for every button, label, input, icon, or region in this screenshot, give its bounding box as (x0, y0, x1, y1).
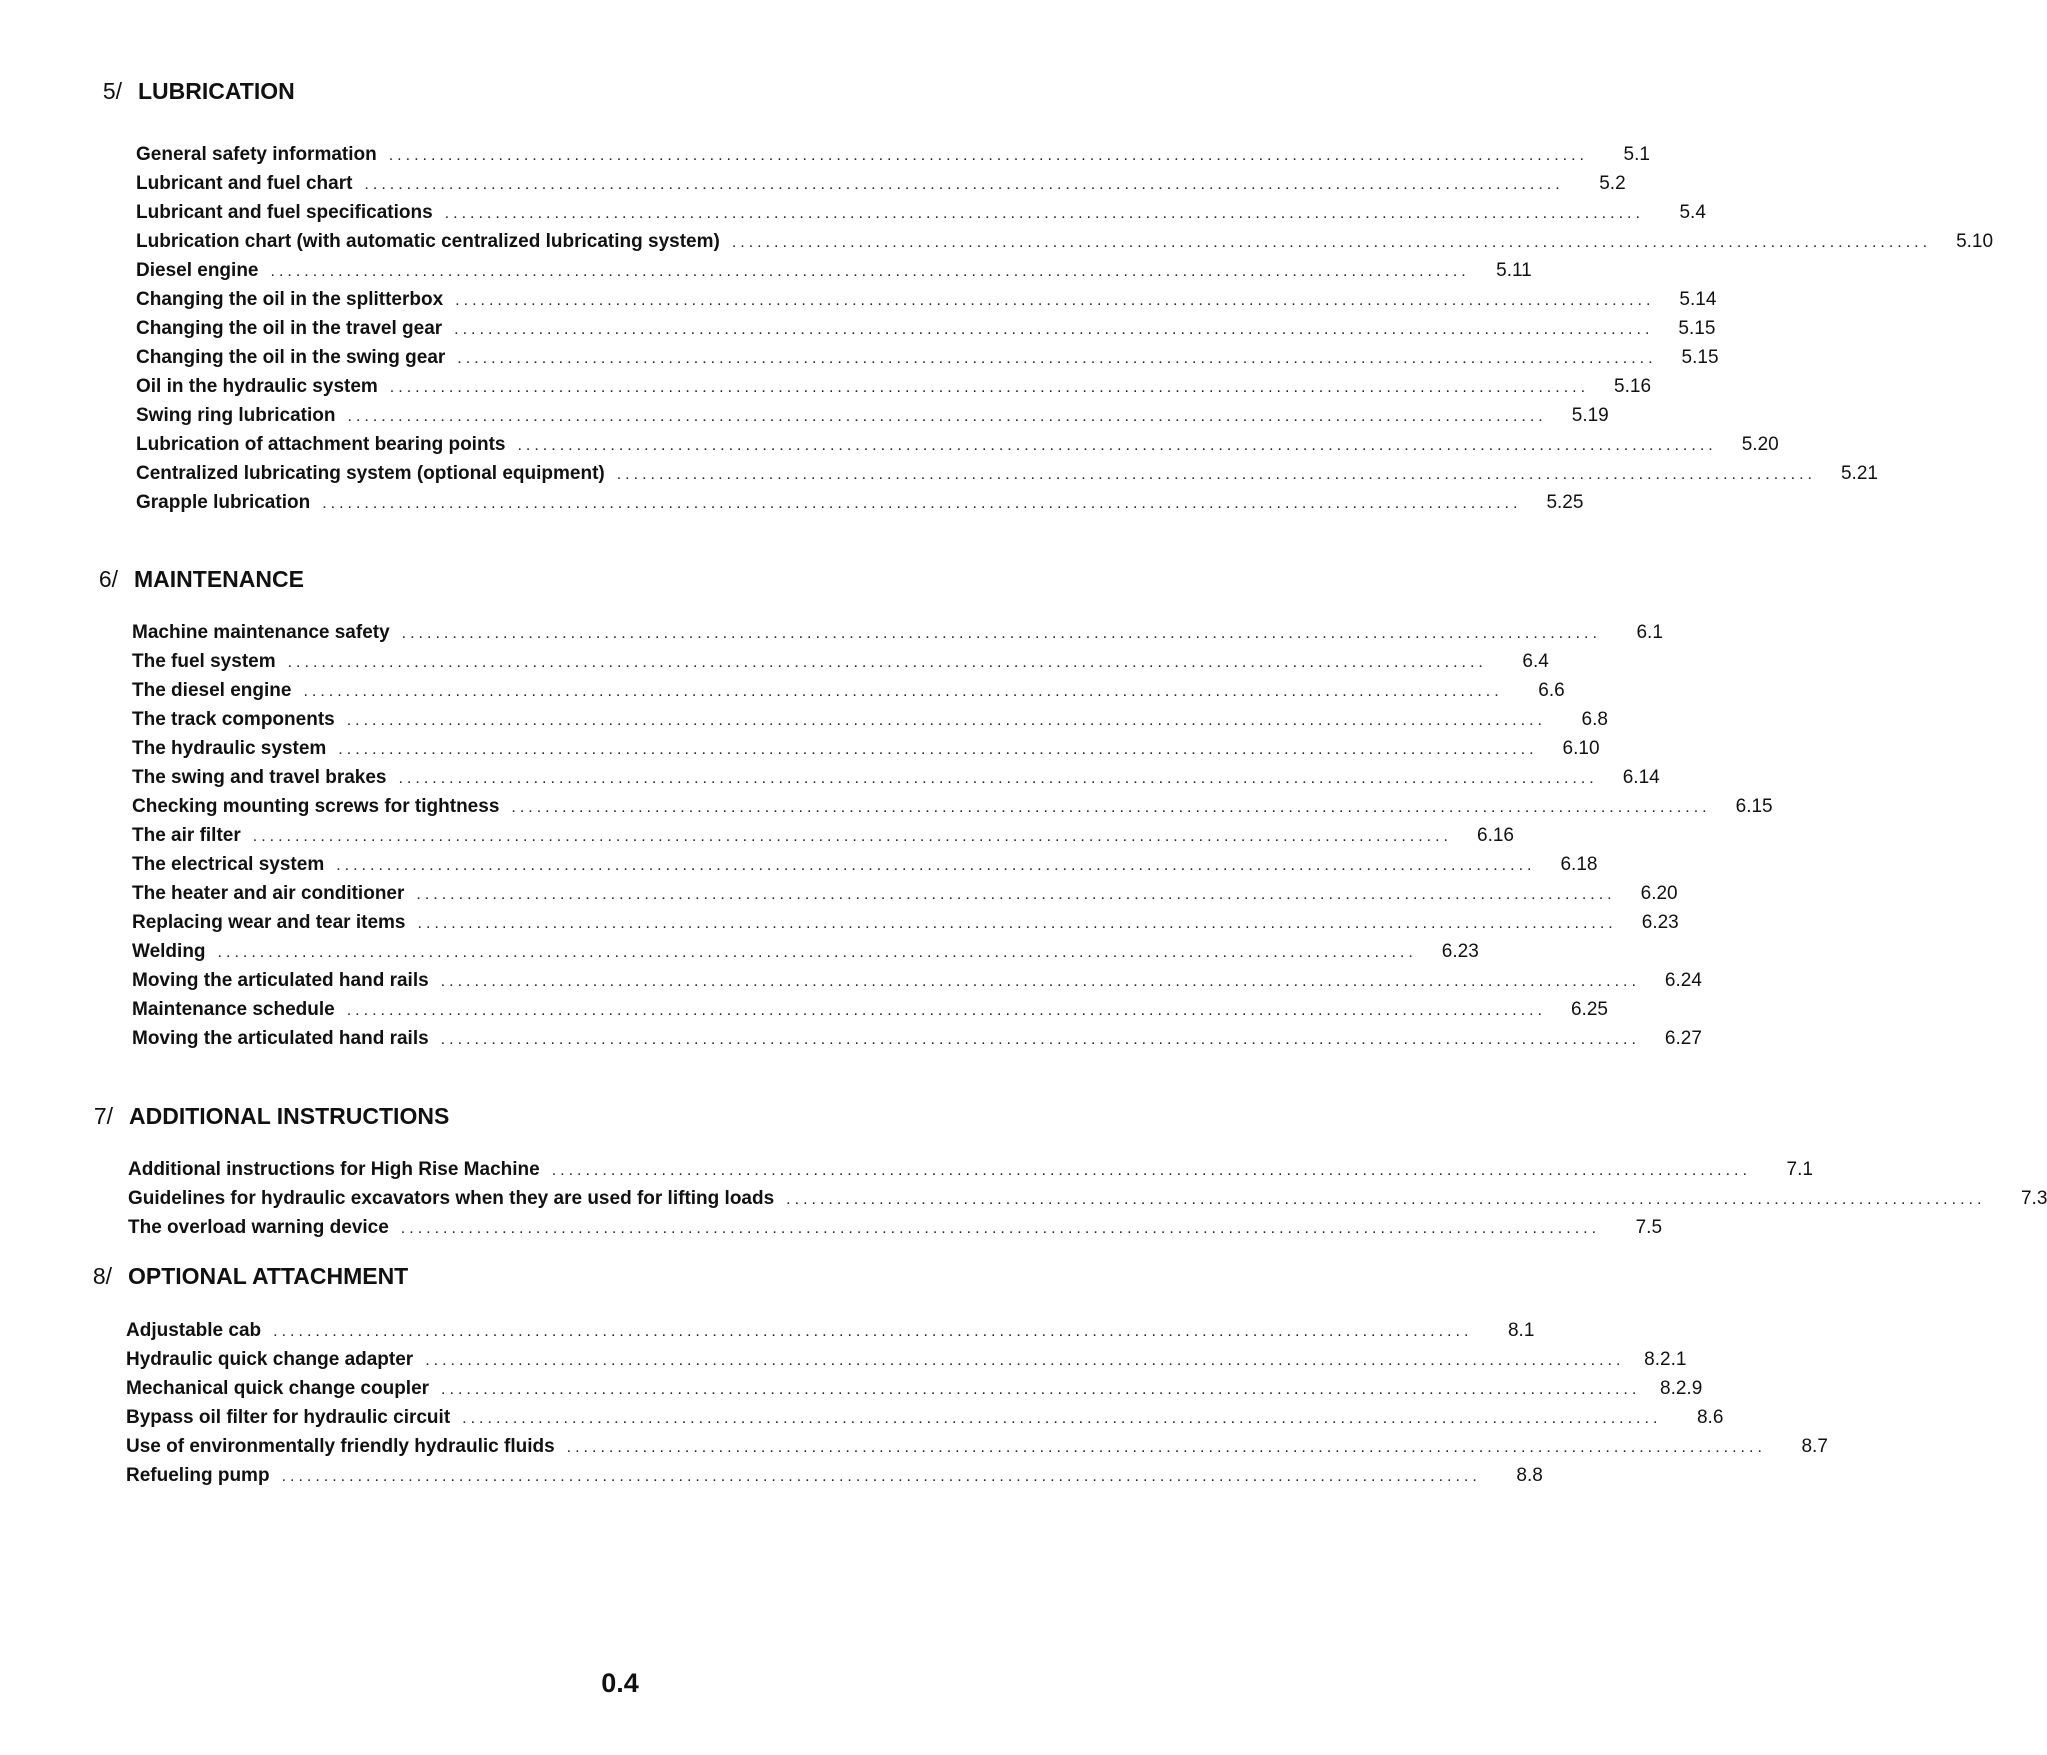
dot-leader: .............................................................................................................................................. (364, 176, 1564, 193)
toc-entry-page: 6.10 (1562, 738, 1600, 759)
toc-entry-page: 6.24 (1664, 970, 1702, 991)
toc-entry-page: 8.8 (1516, 1465, 1543, 1486)
toc-entry-title: The fuel system (132, 651, 276, 672)
toc-entry[interactable] (132, 680, 1565, 702)
toc-entry-title: Swing ring lubrication (136, 405, 336, 426)
toc-entry[interactable] (126, 1465, 1543, 1487)
toc-entry-page: 7.1 (1786, 1159, 1813, 1180)
toc-entry[interactable] (126, 1436, 1828, 1458)
dot-leader: .............................................................................................................................................. (566, 1439, 1766, 1456)
toc-entry-title: Changing the oil in the swing gear (136, 347, 446, 368)
dot-leader: .............................................................................................................................................. (388, 147, 1588, 164)
toc-entry-page: 8.6 (1696, 1407, 1724, 1428)
toc-entry-page: 6.27 (1664, 1028, 1702, 1049)
toc-entry-page: 5.4 (1679, 202, 1706, 223)
section-heading (93, 1103, 450, 1130)
dot-leader: .............................................................................................................................................. (517, 437, 1717, 454)
dot-leader: .............................................................................................................................................. (441, 1381, 1641, 1398)
toc-entry-page: 5.19 (1571, 405, 1609, 426)
dot-leader: .............................................................................................................................................. (338, 741, 1538, 758)
toc-entry-title: Grapple lubrication (136, 492, 311, 513)
toc-entry[interactable] (136, 405, 1609, 427)
dot-leader: .............................................................................................................................................. (416, 886, 1616, 903)
toc-entry-title: Mechanical quick change coupler (126, 1378, 430, 1399)
toc-entry-title: Moving the articulated hand rails (132, 970, 429, 991)
section-heading (98, 566, 304, 593)
toc-entry[interactable] (136, 289, 1717, 311)
dot-leader: .............................................................................................................................................. (551, 1162, 1751, 1179)
toc-entry[interactable] (126, 1378, 1703, 1400)
toc-entry-title: The heater and air conditioner (132, 883, 405, 904)
toc-entry[interactable] (126, 1320, 1535, 1342)
toc-entry-title: Changing the oil in the splitterbox (136, 289, 444, 310)
toc-entry[interactable] (126, 1349, 1687, 1371)
toc-entry-title: Guidelines for hydraulic excavators when they are used for lifting loads (128, 1188, 775, 1209)
dot-leader: .............................................................................................................................................. (217, 944, 1417, 961)
toc-entry-title: Refueling pump (126, 1465, 270, 1486)
dot-leader: .............................................................................................................................................. (336, 857, 1536, 874)
toc-entry[interactable] (136, 376, 1652, 398)
toc-entry[interactable] (136, 144, 1650, 166)
toc-entry-page: 5.20 (1741, 434, 1779, 455)
dot-leader: .............................................................................................................................................. (455, 292, 1655, 309)
toc-entry[interactable] (136, 173, 1626, 195)
section-title: LUBRICATION (138, 78, 295, 104)
toc-entry[interactable] (136, 202, 1706, 224)
dot-leader: .............................................................................................................................................. (273, 1323, 1473, 1340)
toc-entry-page: 5.2 (1599, 173, 1626, 194)
toc-entry[interactable] (132, 999, 1608, 1021)
toc-entry-title: Replacing wear and tear items (132, 912, 406, 933)
dot-leader: .............................................................................................................................................. (281, 1468, 1481, 1485)
toc-entry[interactable] (132, 651, 1549, 673)
toc-entry-page: 6.8 (1581, 709, 1608, 730)
toc-entry[interactable] (132, 1028, 1702, 1050)
section-title: OPTIONAL ATTACHMENT (128, 1263, 409, 1289)
toc-entry-title: Adjustable cab (126, 1320, 262, 1341)
toc-entry-title: Oil in the hydraulic system (136, 376, 378, 397)
toc-entry-title: Moving the articulated hand rails (132, 1028, 429, 1049)
toc-entry-title: The air filter (132, 825, 241, 846)
dot-leader: .............................................................................................................................................. (398, 770, 1598, 787)
dot-leader: .............................................................................................................................................. (303, 683, 1503, 700)
dot-leader: .............................................................................................................................................. (389, 379, 1590, 396)
toc-entry-title: The hydraulic system (132, 738, 327, 759)
toc-entry-title: Centralized lubricating system (optional equipment) (136, 463, 605, 484)
dot-leader: .............................................................................................................................................. (401, 625, 1601, 642)
section-heading (92, 1263, 409, 1290)
toc-entry-title: General safety information (136, 144, 377, 165)
dot-leader: .............................................................................................................................................. (346, 712, 1546, 729)
toc-entry[interactable] (132, 854, 1598, 876)
toc-entry[interactable] (132, 970, 1702, 992)
toc-entry-page: 5.11 (1496, 260, 1532, 281)
toc-entry-page: 6.23 (1441, 941, 1479, 962)
toc-entry-page: 8.2.9 (1660, 1378, 1703, 1399)
toc-entry-page: 7.5 (1635, 1217, 1663, 1238)
toc-entry-title: The diesel engine (132, 680, 292, 701)
toc-entry-page: 6.1 (1636, 622, 1663, 643)
toc-entry[interactable] (132, 825, 1514, 847)
toc-entry-page: 6.25 (1570, 999, 1608, 1020)
toc-entry-title: The swing and travel brakes (132, 767, 387, 788)
toc-entry[interactable] (136, 231, 1994, 253)
toc-entry-page: 5.21 (1840, 463, 1878, 484)
toc-entry-page: 8.1 (1507, 1320, 1535, 1341)
section-title: ADDITIONAL INSTRUCTIONS (129, 1103, 450, 1129)
toc-entry-page: 8.2.1 (1644, 1349, 1687, 1370)
dot-leader: .............................................................................................................................................. (444, 205, 1644, 222)
toc-entry-page: 5.15 (1681, 347, 1719, 368)
section-number: 5/ (102, 78, 122, 104)
toc-entry-page: 5.15 (1678, 318, 1716, 339)
dot-leader: .............................................................................................................................................. (440, 973, 1640, 990)
toc-entry-page: 7.3 (2020, 1188, 2047, 1209)
toc-entry-title: Hydraulic quick change adapter (126, 1349, 414, 1370)
toc-entry-page: 6.18 (1560, 854, 1598, 875)
toc-entry-title: Lubricant and fuel chart (136, 173, 353, 194)
toc-entry[interactable] (136, 434, 1779, 456)
dot-leader: .............................................................................................................................................. (511, 799, 1711, 816)
toc-entry-page: 5.1 (1623, 144, 1650, 165)
toc-entry[interactable] (126, 1407, 1724, 1429)
toc-entry-title: Use of environmentally friendly hydraulic fluids (126, 1436, 555, 1457)
toc-entry-title: Bypass oil filter for hydraulic circuit (126, 1407, 451, 1428)
page-number: 0.4 (601, 1668, 639, 1698)
toc-entry-page: 6.6 (1538, 680, 1565, 701)
section-number: 8/ (92, 1263, 112, 1289)
toc-entry[interactable] (136, 318, 1716, 340)
dot-leader: .............................................................................................................................................. (731, 234, 1932, 251)
toc-entry-page: 6.20 (1640, 883, 1678, 904)
toc-entry[interactable] (136, 347, 1719, 369)
dot-leader: .............................................................................................................................................. (252, 828, 1452, 845)
toc-entry[interactable] (136, 492, 1584, 514)
dot-leader: .............................................................................................................................................. (346, 1002, 1546, 1019)
dot-leader: .............................................................................................................................................. (322, 495, 1522, 512)
section-heading (102, 78, 295, 105)
toc-entry[interactable] (128, 1159, 1813, 1181)
toc-entry[interactable] (128, 1188, 2047, 1210)
toc-entry-page: 6.4 (1522, 651, 1549, 672)
toc-entry[interactable] (128, 1217, 1663, 1239)
toc-entry[interactable] (136, 260, 1532, 282)
toc-entry-page: 8.7 (1801, 1436, 1828, 1457)
section-number: 6/ (98, 566, 118, 592)
toc-entry-page: 5.10 (1956, 231, 1994, 252)
dot-leader: .............................................................................................................................................. (457, 350, 1657, 367)
toc-entry-title: Lubrication chart (with automatic centralized lubricating system) (136, 231, 720, 252)
dot-leader: .............................................................................................................................................. (462, 1410, 1662, 1427)
toc-entry-page: 6.14 (1622, 767, 1660, 788)
dot-leader: .............................................................................................................................................. (454, 321, 1654, 338)
section-number: 7/ (93, 1103, 113, 1129)
section-title: MAINTENANCE (134, 566, 304, 592)
toc-entry[interactable] (132, 738, 1600, 760)
toc-entry[interactable] (132, 941, 1479, 963)
toc-entry-title: Maintenance schedule (132, 999, 335, 1020)
dot-leader: .............................................................................................................................................. (287, 654, 1487, 671)
toc-entry-title: Changing the oil in the travel gear (136, 318, 443, 339)
toc-entry[interactable] (132, 622, 1663, 644)
dot-leader: .............................................................................................................................................. (786, 1191, 1986, 1208)
toc-entry-title: The electrical system (132, 854, 325, 875)
toc-entry-page: 5.16 (1614, 376, 1652, 397)
toc-entry-title: The track components (132, 709, 335, 730)
dot-leader: .............................................................................................................................................. (616, 466, 1816, 483)
toc-entry-title: Lubricant and fuel specifications (136, 202, 433, 223)
toc-entry-title: Diesel engine (136, 260, 259, 281)
toc-entry-title: Welding (132, 941, 206, 962)
dot-leader: .............................................................................................................................................. (417, 915, 1617, 932)
toc-entry[interactable] (132, 709, 1608, 731)
toc-entry-page: 6.23 (1641, 912, 1679, 933)
toc-entry-page: 5.14 (1679, 289, 1717, 310)
toc-entry-page: 5.25 (1546, 492, 1584, 513)
toc-entry-title: Machine maintenance safety (132, 622, 390, 643)
dot-leader: .............................................................................................................................................. (270, 263, 1470, 280)
dot-leader: .............................................................................................................................................. (400, 1220, 1601, 1237)
toc-entry[interactable] (132, 912, 1679, 934)
toc-entry[interactable] (132, 883, 1678, 905)
toc-entry-title: The overload warning device (128, 1217, 389, 1238)
dot-leader: .............................................................................................................................................. (440, 1031, 1640, 1048)
toc-entry-title: Checking mounting screws for tightness (132, 796, 500, 817)
toc-entry-page: 6.15 (1735, 796, 1773, 817)
toc-entry[interactable] (132, 796, 1773, 818)
toc-entry-title: Additional instructions for High Rise Machine (128, 1159, 540, 1180)
toc-entry[interactable] (136, 463, 1878, 485)
dot-leader: .............................................................................................................................................. (347, 408, 1547, 425)
toc-entry[interactable] (132, 767, 1660, 789)
dot-leader: .............................................................................................................................................. (425, 1352, 1625, 1369)
toc-entry-title: Lubrication of attachment bearing points (136, 434, 506, 455)
toc-entry-page: 6.16 (1477, 825, 1514, 846)
